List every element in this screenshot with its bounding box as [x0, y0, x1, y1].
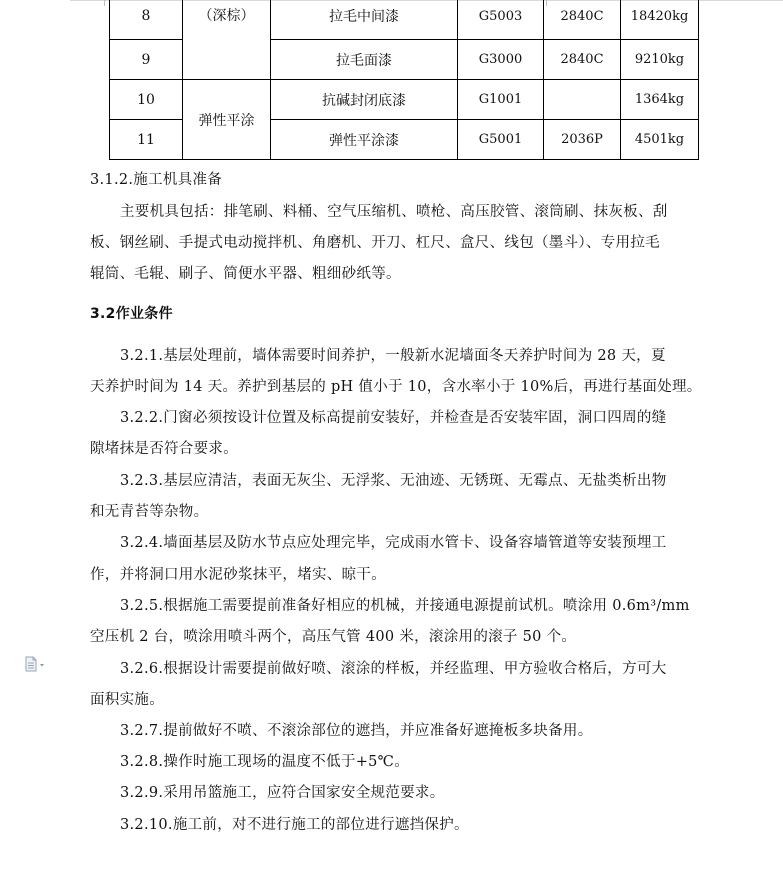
paragraph-line: 空压机 2 台，喷涂用喷斗两个，高压气管 400 米，滚涂用的滚子 50 个。: [90, 629, 577, 645]
cell-no: 8: [110, 0, 183, 40]
cell-name: 弹性平涂漆: [271, 120, 458, 160]
materials-table: [109, 0, 699, 160]
paragraph-line: 3.2.7.提前做好不喷、不滚涂部位的遮挡，并应准备好遮掩板多块备用。: [120, 723, 593, 739]
paragraph-line: 3.2.8.操作时施工现场的温度不低于+5℃。: [120, 754, 409, 770]
section-heading-3-1-2: 3.1.2.施工机具准备: [90, 172, 223, 188]
cell-code: G5001: [458, 120, 544, 160]
cell-no: 10: [110, 80, 183, 120]
cell-color: 2840C: [544, 40, 621, 80]
cell-group: （深棕）: [183, 0, 271, 80]
cell-qty: 1364kg: [621, 80, 699, 120]
cell-color: 2036P: [544, 120, 621, 160]
table-row: [110, 80, 699, 120]
paragraph-line: 3.2.9.采用吊篮施工，应符合国家安全规范要求。: [120, 785, 445, 801]
cell-color: 2840C: [544, 0, 621, 40]
paragraph-line: 3.2.2.门窗必须按设计位置及标高提前安装好，并检查是否安装牢固，洞口四周的缝: [120, 410, 667, 426]
paragraph-line: 作，并将洞口用水泥砂浆抹平，堵实、晾干。: [90, 567, 386, 583]
paragraph-line: 3.2.4.墙面基层及防水节点应处理完毕，完成雨水管卡、设备容墙管道等安装预埋工: [120, 535, 667, 551]
table-row: [110, 0, 699, 40]
cell-name: 抗碱封闭底漆: [271, 80, 458, 120]
paragraph-line: 主要机具包括：排笔刷、料桶、空气压缩机、喷枪、高压胶管、滚筒刷、抹灰板、刮: [120, 204, 668, 220]
cell-name: 拉毛中间漆: [271, 0, 458, 40]
cell-code: G1001: [458, 80, 544, 120]
document-icon[interactable]: [24, 656, 46, 672]
cell-no: 9: [110, 40, 183, 80]
cell-name: 拉毛面漆: [271, 40, 458, 80]
section-heading-3-2: 3.2作业条件: [90, 306, 173, 322]
cell-qty: 9210kg: [621, 40, 699, 80]
cell-qty: 18420kg: [621, 0, 699, 40]
cell-group: 弹性平涂: [183, 80, 271, 160]
paragraph-line: 隙堵抹是否符合要求。: [90, 441, 238, 457]
cell-no: 11: [110, 120, 183, 160]
cell-code: G3000: [458, 40, 544, 80]
paragraph-line: 3.2.10.施工前，对不进行施工的部位进行遮挡保护。: [120, 817, 469, 833]
paragraph-line: 3.2.6.根据设计需要提前做好喷、滚涂的样板，并经监理、甲方验收合格后，方可大: [120, 661, 667, 677]
cell-qty: 4501kg: [621, 120, 699, 160]
paragraph-line: 面积实施。: [90, 692, 164, 708]
paragraph-line: 3.2.5.根据施工需要提前准备好相应的机械，并接通电源提前试机。喷涂用 0.6m³/mm: [120, 598, 690, 614]
cell-color: [544, 80, 621, 120]
paragraph-line: 辊筒、毛辊、刷子、简便水平器、粗细砂纸等。: [90, 266, 401, 282]
paragraph-line: 3.2.3.基层应清洁，表面无灰尘、无浮浆、无油迹、无锈斑、无霉点、无盐类析出物: [120, 473, 667, 489]
paragraph-line: 板、钢丝刷、手提式电动搅拌机、角磨机、开刀、杠尺、盒尺、线包（墨斗）、专用拉毛: [90, 235, 660, 251]
cell-code: G5003: [458, 0, 544, 40]
paragraph-line: 和无青苔等杂物。: [90, 504, 209, 520]
paragraph-line: 3.2.1.基层处理前，墙体需要时间养护，一般新水泥墙面冬天养护时间为 28 天，夏: [120, 348, 666, 364]
paragraph-line: 天养护时间为 14 天。养护到基层的 pH 值小于 10，含水率小于 10%后，再进行基面处理。: [90, 379, 702, 395]
